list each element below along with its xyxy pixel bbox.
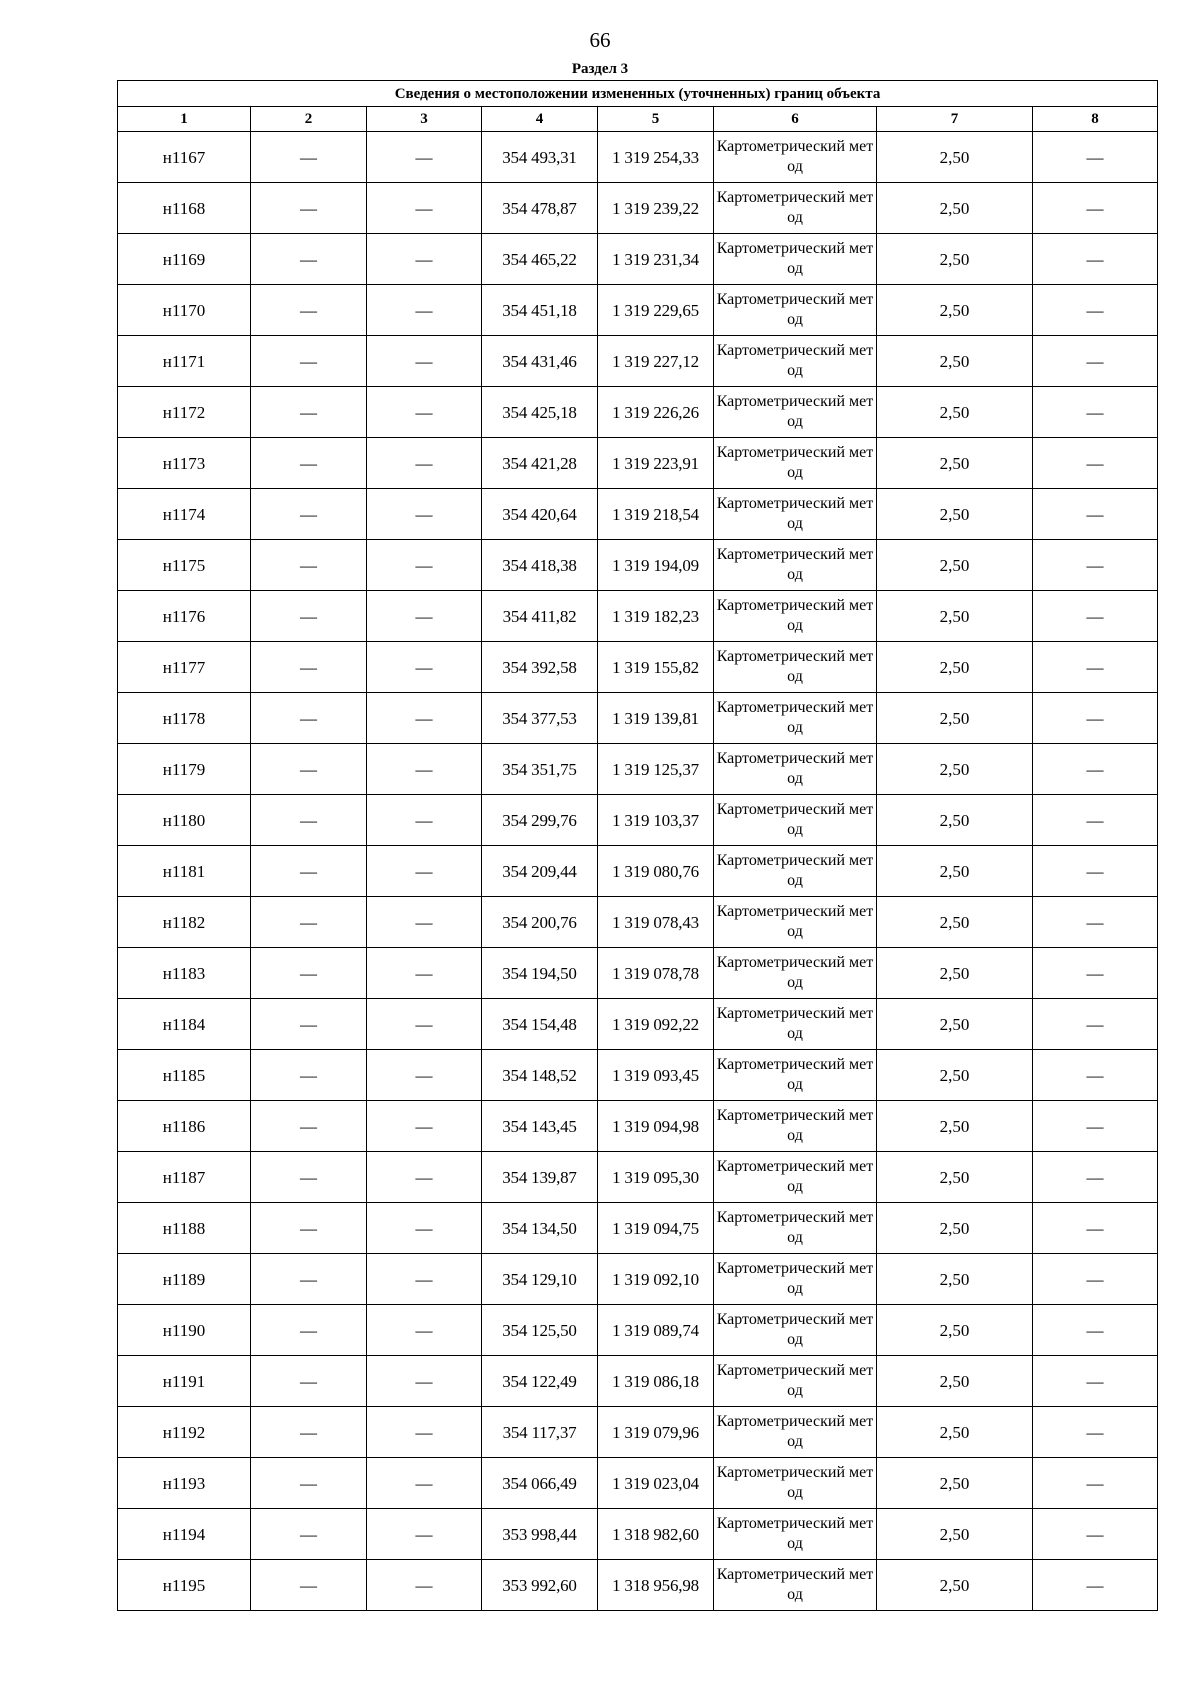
table-row — [118, 387, 1158, 438]
page-number: 66 — [589, 28, 611, 52]
accuracy-cell: 2,50 — [877, 999, 1033, 1050]
column-number: 3 — [367, 107, 482, 132]
point-id-cell: н1170 — [118, 285, 251, 336]
x-coordinate-cell: 354 209,44 — [482, 846, 598, 897]
col2-cell: — — [251, 1458, 367, 1509]
col2-cell: — — [251, 591, 367, 642]
col2-cell: — — [251, 948, 367, 999]
x-coordinate-cell: 354 451,18 — [482, 285, 598, 336]
accuracy-cell: 2,50 — [877, 948, 1033, 999]
col3-cell: — — [367, 642, 482, 693]
column-number: 1 — [118, 107, 251, 132]
col3-cell: — — [367, 1101, 482, 1152]
col2-cell: — — [251, 642, 367, 693]
table-row — [118, 693, 1158, 744]
table-row — [118, 744, 1158, 795]
col8-cell: — — [1033, 1254, 1158, 1305]
table-body — [118, 132, 1158, 1611]
col8-cell: — — [1033, 1050, 1158, 1101]
table-row — [118, 1356, 1158, 1407]
col8-cell: — — [1033, 132, 1158, 183]
y-coordinate-cell: 1 319 092,10 — [598, 1254, 714, 1305]
col3-cell: — — [367, 591, 482, 642]
accuracy-cell: 2,50 — [877, 846, 1033, 897]
x-coordinate-cell: 354 377,53 — [482, 693, 598, 744]
accuracy-cell: 2,50 — [877, 1356, 1033, 1407]
x-coordinate-cell: 353 992,60 — [482, 1560, 598, 1611]
col3-cell: — — [367, 1560, 482, 1611]
x-coordinate-cell: 354 194,50 — [482, 948, 598, 999]
col8-cell: — — [1033, 1305, 1158, 1356]
accuracy-cell: 2,50 — [877, 183, 1033, 234]
point-id-cell: н1187 — [118, 1152, 251, 1203]
x-coordinate-cell: 354 431,46 — [482, 336, 598, 387]
col2-cell: — — [251, 999, 367, 1050]
accuracy-cell: 2,50 — [877, 1560, 1033, 1611]
point-id-cell: н1188 — [118, 1203, 251, 1254]
y-coordinate-cell: 1 319 078,78 — [598, 948, 714, 999]
method-cell: Картометрический метод — [714, 948, 877, 999]
col8-cell: — — [1033, 1152, 1158, 1203]
col8-cell: — — [1033, 1101, 1158, 1152]
table-row — [118, 438, 1158, 489]
accuracy-cell: 2,50 — [877, 1203, 1033, 1254]
table-row — [118, 1407, 1158, 1458]
point-id-cell: н1180 — [118, 795, 251, 846]
method-cell: Картометрический метод — [714, 1203, 877, 1254]
col3-cell: — — [367, 999, 482, 1050]
method-cell: Картометрический метод — [714, 999, 877, 1050]
col3-cell: — — [367, 1305, 482, 1356]
x-coordinate-cell: 354 154,48 — [482, 999, 598, 1050]
point-id-cell: н1195 — [118, 1560, 251, 1611]
section-title: Раздел 3 — [571, 61, 629, 77]
column-number: 5 — [598, 107, 714, 132]
col2-cell: — — [251, 132, 367, 183]
y-coordinate-cell: 1 319 254,33 — [598, 132, 714, 183]
x-coordinate-cell: 354 117,37 — [482, 1407, 598, 1458]
x-coordinate-cell: 354 148,52 — [482, 1050, 598, 1101]
accuracy-cell: 2,50 — [877, 1458, 1033, 1509]
point-id-cell: н1173 — [118, 438, 251, 489]
method-cell: Картометрический метод — [714, 438, 877, 489]
table-row — [118, 1560, 1158, 1611]
method-cell: Картометрический метод — [714, 285, 877, 336]
y-coordinate-cell: 1 318 982,60 — [598, 1509, 714, 1560]
col2-cell: — — [251, 1203, 367, 1254]
y-coordinate-cell: 1 319 078,43 — [598, 897, 714, 948]
y-coordinate-cell: 1 319 080,76 — [598, 846, 714, 897]
table-row — [118, 285, 1158, 336]
method-cell: Картометрический метод — [714, 693, 877, 744]
x-coordinate-cell: 354 392,58 — [482, 642, 598, 693]
accuracy-cell: 2,50 — [877, 438, 1033, 489]
table-row — [118, 132, 1158, 183]
col2-cell: — — [251, 1356, 367, 1407]
y-coordinate-cell: 1 319 155,82 — [598, 642, 714, 693]
method-cell: Картометрический метод — [714, 1356, 877, 1407]
x-coordinate-cell: 354 143,45 — [482, 1101, 598, 1152]
col3-cell: — — [367, 540, 482, 591]
y-coordinate-cell: 1 319 094,98 — [598, 1101, 714, 1152]
col3-cell: — — [367, 132, 482, 183]
col8-cell: — — [1033, 693, 1158, 744]
method-cell: Картометрический метод — [714, 1560, 877, 1611]
accuracy-cell: 2,50 — [877, 897, 1033, 948]
point-id-cell: н1174 — [118, 489, 251, 540]
method-cell: Картометрический метод — [714, 591, 877, 642]
y-coordinate-cell: 1 319 229,65 — [598, 285, 714, 336]
col3-cell: — — [367, 1254, 482, 1305]
table-row — [118, 948, 1158, 999]
col3-cell: — — [367, 1203, 482, 1254]
col8-cell: — — [1033, 234, 1158, 285]
col8-cell: — — [1033, 1356, 1158, 1407]
method-cell: Картометрический метод — [714, 1458, 877, 1509]
accuracy-cell: 2,50 — [877, 285, 1033, 336]
point-id-cell: н1168 — [118, 183, 251, 234]
method-cell: Картометрический метод — [714, 846, 877, 897]
col8-cell: — — [1033, 795, 1158, 846]
col2-cell: — — [251, 183, 367, 234]
point-id-cell: н1176 — [118, 591, 251, 642]
point-id-cell: н1179 — [118, 744, 251, 795]
col3-cell: — — [367, 234, 482, 285]
col8-cell: — — [1033, 897, 1158, 948]
col8-cell: — — [1033, 744, 1158, 795]
accuracy-cell: 2,50 — [877, 1407, 1033, 1458]
method-cell: Картометрический метод — [714, 1509, 877, 1560]
method-cell: Картометрический метод — [714, 1152, 877, 1203]
y-coordinate-cell: 1 319 226,26 — [598, 387, 714, 438]
y-coordinate-cell: 1 319 218,54 — [598, 489, 714, 540]
accuracy-cell: 2,50 — [877, 132, 1033, 183]
accuracy-cell: 2,50 — [877, 591, 1033, 642]
x-coordinate-cell: 354 493,31 — [482, 132, 598, 183]
col8-cell: — — [1033, 489, 1158, 540]
col2-cell: — — [251, 897, 367, 948]
x-coordinate-cell: 354 418,38 — [482, 540, 598, 591]
col3-cell: — — [367, 387, 482, 438]
method-cell: Картометрический метод — [714, 234, 877, 285]
col2-cell: — — [251, 336, 367, 387]
point-id-cell: н1169 — [118, 234, 251, 285]
y-coordinate-cell: 1 319 079,96 — [598, 1407, 714, 1458]
point-id-cell: н1183 — [118, 948, 251, 999]
table-row — [118, 642, 1158, 693]
y-coordinate-cell: 1 319 092,22 — [598, 999, 714, 1050]
accuracy-cell: 2,50 — [877, 795, 1033, 846]
method-cell: Картометрический метод — [714, 336, 877, 387]
column-number: 4 — [482, 107, 598, 132]
accuracy-cell: 2,50 — [877, 693, 1033, 744]
y-coordinate-cell: 1 319 086,18 — [598, 1356, 714, 1407]
point-id-cell: н1190 — [118, 1305, 251, 1356]
x-coordinate-cell: 354 129,10 — [482, 1254, 598, 1305]
col8-cell: — — [1033, 591, 1158, 642]
x-coordinate-cell: 354 351,75 — [482, 744, 598, 795]
accuracy-cell: 2,50 — [877, 1050, 1033, 1101]
x-coordinate-cell: 354 465,22 — [482, 234, 598, 285]
table-row — [118, 1458, 1158, 1509]
y-coordinate-cell: 1 319 194,09 — [598, 540, 714, 591]
point-id-cell: н1194 — [118, 1509, 251, 1560]
column-number-row — [118, 107, 1158, 132]
y-coordinate-cell: 1 319 231,34 — [598, 234, 714, 285]
col3-cell: — — [367, 1050, 482, 1101]
col3-cell: — — [367, 336, 482, 387]
point-id-cell: н1172 — [118, 387, 251, 438]
x-coordinate-cell: 353 998,44 — [482, 1509, 598, 1560]
accuracy-cell: 2,50 — [877, 1152, 1033, 1203]
col3-cell: — — [367, 846, 482, 897]
x-coordinate-cell: 354 134,50 — [482, 1203, 598, 1254]
col8-cell: — — [1033, 336, 1158, 387]
col3-cell: — — [367, 693, 482, 744]
column-number: 2 — [251, 107, 367, 132]
method-cell: Картометрический метод — [714, 1101, 877, 1152]
col8-cell: — — [1033, 1458, 1158, 1509]
point-id-cell: н1178 — [118, 693, 251, 744]
col8-cell: — — [1033, 999, 1158, 1050]
x-coordinate-cell: 354 420,64 — [482, 489, 598, 540]
x-coordinate-cell: 354 478,87 — [482, 183, 598, 234]
accuracy-cell: 2,50 — [877, 1254, 1033, 1305]
method-cell: Картометрический метод — [714, 540, 877, 591]
accuracy-cell: 2,50 — [877, 489, 1033, 540]
col8-cell: — — [1033, 285, 1158, 336]
column-number: 8 — [1033, 107, 1158, 132]
table-row — [118, 540, 1158, 591]
col2-cell: — — [251, 795, 367, 846]
accuracy-cell: 2,50 — [877, 1101, 1033, 1152]
col3-cell: — — [367, 183, 482, 234]
y-coordinate-cell: 1 319 089,74 — [598, 1305, 714, 1356]
col2-cell: — — [251, 285, 367, 336]
y-coordinate-cell: 1 319 093,45 — [598, 1050, 714, 1101]
method-cell: Картометрический метод — [714, 489, 877, 540]
col2-cell: — — [251, 234, 367, 285]
col8-cell: — — [1033, 1407, 1158, 1458]
point-id-cell: н1167 — [118, 132, 251, 183]
col8-cell: — — [1033, 438, 1158, 489]
col8-cell: — — [1033, 1560, 1158, 1611]
col8-cell: — — [1033, 1203, 1158, 1254]
table-row — [118, 795, 1158, 846]
col8-cell: — — [1033, 387, 1158, 438]
x-coordinate-cell: 354 066,49 — [482, 1458, 598, 1509]
col2-cell: — — [251, 1305, 367, 1356]
col3-cell: — — [367, 897, 482, 948]
table-row — [118, 1101, 1158, 1152]
table-row — [118, 1305, 1158, 1356]
point-id-cell: н1186 — [118, 1101, 251, 1152]
table-caption: Сведения о местоположении измененных (уточненных) границ объекта — [118, 81, 1158, 107]
point-id-cell: н1181 — [118, 846, 251, 897]
method-cell: Картометрический метод — [714, 183, 877, 234]
accuracy-cell: 2,50 — [877, 540, 1033, 591]
column-number: 6 — [714, 107, 877, 132]
col2-cell: — — [251, 540, 367, 591]
x-coordinate-cell: 354 200,76 — [482, 897, 598, 948]
y-coordinate-cell: 1 319 139,81 — [598, 693, 714, 744]
col2-cell: — — [251, 846, 367, 897]
y-coordinate-cell: 1 319 095,30 — [598, 1152, 714, 1203]
x-coordinate-cell: 354 425,18 — [482, 387, 598, 438]
method-cell: Картометрический метод — [714, 1050, 877, 1101]
table-row — [118, 1050, 1158, 1101]
point-id-cell: н1189 — [118, 1254, 251, 1305]
column-number: 7 — [877, 107, 1033, 132]
table-row — [118, 1254, 1158, 1305]
col3-cell: — — [367, 1407, 482, 1458]
method-cell: Картометрический метод — [714, 642, 877, 693]
point-id-cell: н1182 — [118, 897, 251, 948]
table-row — [118, 897, 1158, 948]
table-row — [118, 336, 1158, 387]
y-coordinate-cell: 1 319 023,04 — [598, 1458, 714, 1509]
col2-cell: — — [251, 1101, 367, 1152]
col2-cell: — — [251, 744, 367, 795]
x-coordinate-cell: 354 125,50 — [482, 1305, 598, 1356]
y-coordinate-cell: 1 319 103,37 — [598, 795, 714, 846]
point-id-cell: н1171 — [118, 336, 251, 387]
table-row — [118, 1203, 1158, 1254]
col8-cell: — — [1033, 846, 1158, 897]
y-coordinate-cell: 1 319 182,23 — [598, 591, 714, 642]
col2-cell: — — [251, 1509, 367, 1560]
col3-cell: — — [367, 1509, 482, 1560]
col8-cell: — — [1033, 1509, 1158, 1560]
point-id-cell: н1192 — [118, 1407, 251, 1458]
accuracy-cell: 2,50 — [877, 642, 1033, 693]
x-coordinate-cell: 354 421,28 — [482, 438, 598, 489]
col3-cell: — — [367, 948, 482, 999]
point-id-cell: н1177 — [118, 642, 251, 693]
method-cell: Картометрический метод — [714, 132, 877, 183]
y-coordinate-cell: 1 319 094,75 — [598, 1203, 714, 1254]
method-cell: Картометрический метод — [714, 897, 877, 948]
method-cell: Картометрический метод — [714, 744, 877, 795]
point-id-cell: н1185 — [118, 1050, 251, 1101]
accuracy-cell: 2,50 — [877, 1305, 1033, 1356]
method-cell: Картометрический метод — [714, 1254, 877, 1305]
col3-cell: — — [367, 744, 482, 795]
col8-cell: — — [1033, 183, 1158, 234]
col2-cell: — — [251, 387, 367, 438]
table-row — [118, 1152, 1158, 1203]
accuracy-cell: 2,50 — [877, 744, 1033, 795]
col2-cell: — — [251, 1254, 367, 1305]
x-coordinate-cell: 354 299,76 — [482, 795, 598, 846]
method-cell: Картометрический метод — [714, 387, 877, 438]
table-row — [118, 489, 1158, 540]
col3-cell: — — [367, 489, 482, 540]
point-id-cell: н1191 — [118, 1356, 251, 1407]
x-coordinate-cell: 354 122,49 — [482, 1356, 598, 1407]
method-cell: Картометрический метод — [714, 795, 877, 846]
accuracy-cell: 2,50 — [877, 387, 1033, 438]
y-coordinate-cell: 1 319 227,12 — [598, 336, 714, 387]
col2-cell: — — [251, 438, 367, 489]
y-coordinate-cell: 1 318 956,98 — [598, 1560, 714, 1611]
table-row — [118, 234, 1158, 285]
col3-cell: — — [367, 285, 482, 336]
col3-cell: — — [367, 1356, 482, 1407]
col3-cell: — — [367, 1458, 482, 1509]
accuracy-cell: 2,50 — [877, 234, 1033, 285]
method-cell: Картометрический метод — [714, 1407, 877, 1458]
col2-cell: — — [251, 489, 367, 540]
table-caption-row — [118, 81, 1158, 107]
col2-cell: — — [251, 1152, 367, 1203]
x-coordinate-cell: 354 139,87 — [482, 1152, 598, 1203]
y-coordinate-cell: 1 319 239,22 — [598, 183, 714, 234]
accuracy-cell: 2,50 — [877, 336, 1033, 387]
table-row — [118, 999, 1158, 1050]
point-id-cell: н1184 — [118, 999, 251, 1050]
col8-cell: — — [1033, 642, 1158, 693]
y-coordinate-cell: 1 319 125,37 — [598, 744, 714, 795]
x-coordinate-cell: 354 411,82 — [482, 591, 598, 642]
col2-cell: — — [251, 693, 367, 744]
col2-cell: — — [251, 1050, 367, 1101]
col2-cell: — — [251, 1407, 367, 1458]
point-id-cell: н1193 — [118, 1458, 251, 1509]
accuracy-cell: 2,50 — [877, 1509, 1033, 1560]
col8-cell: — — [1033, 540, 1158, 591]
col2-cell: — — [251, 1560, 367, 1611]
col8-cell: — — [1033, 948, 1158, 999]
boundary-coordinates-table — [117, 80, 1158, 1611]
table-row — [118, 183, 1158, 234]
col3-cell: — — [367, 1152, 482, 1203]
y-coordinate-cell: 1 319 223,91 — [598, 438, 714, 489]
col3-cell: — — [367, 438, 482, 489]
method-cell: Картометрический метод — [714, 1305, 877, 1356]
table-row — [118, 591, 1158, 642]
col3-cell: — — [367, 795, 482, 846]
table-row — [118, 1509, 1158, 1560]
point-id-cell: н1175 — [118, 540, 251, 591]
table-row — [118, 846, 1158, 897]
